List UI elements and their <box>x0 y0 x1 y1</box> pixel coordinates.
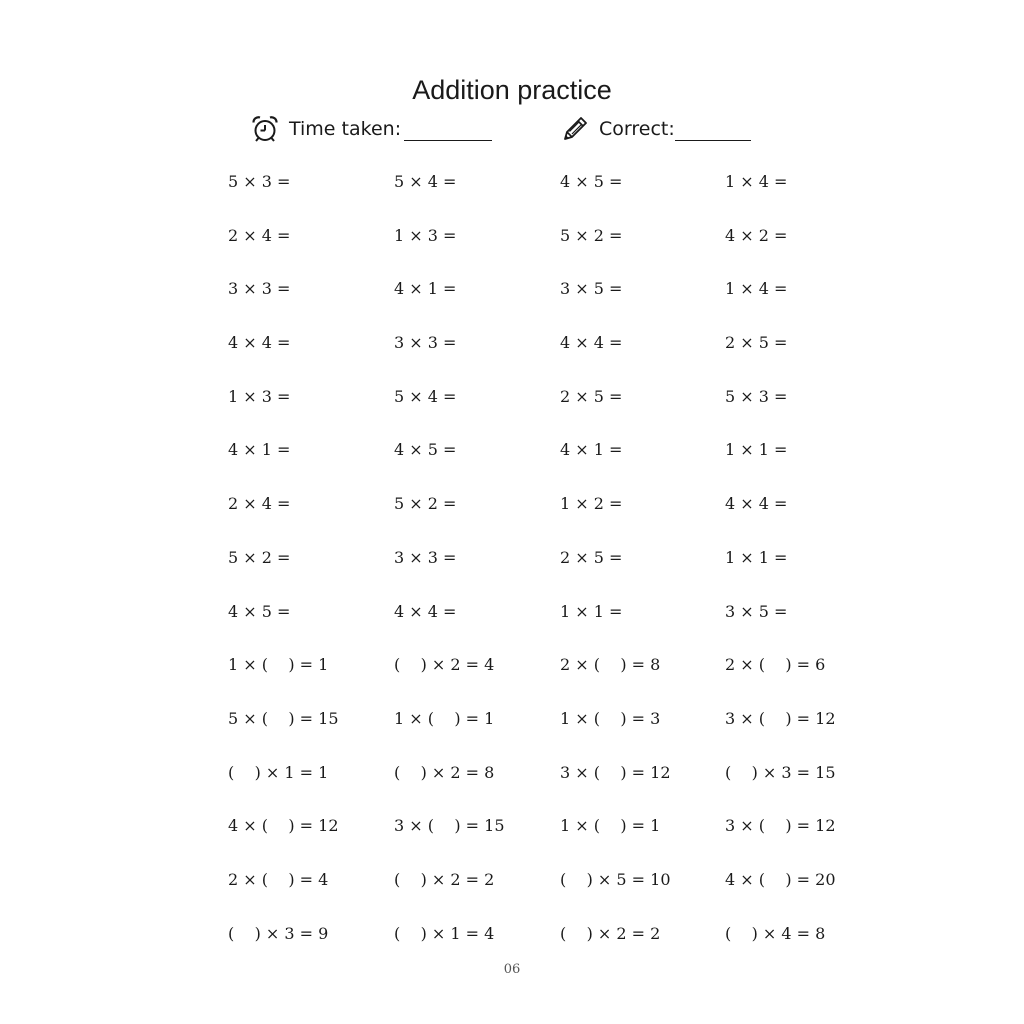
problem: 2 × 4 = <box>228 494 291 514</box>
problem: 4 × 4 = <box>725 494 788 514</box>
problem: 3 × 3 = <box>394 547 457 567</box>
problem: ( ) × 5 = 10 <box>560 869 671 889</box>
problem: 2 × 5 = <box>725 333 788 353</box>
problem: 1 × 1 = <box>560 601 623 621</box>
correct-blank <box>675 118 751 141</box>
problem-row <box>228 594 868 648</box>
problem-row <box>228 432 868 486</box>
problem-row <box>228 647 868 701</box>
problem-row <box>228 164 868 218</box>
time-taken-label: Time taken: <box>289 118 402 140</box>
problem: 1 × 3 = <box>228 386 291 406</box>
problem: 4 × ( ) = 20 <box>725 869 836 889</box>
problem: ( ) × 3 = 15 <box>725 762 836 782</box>
problem: ( ) × 1 = 4 <box>394 923 495 943</box>
page-number: 06 <box>503 962 521 977</box>
problem: 1 × ( ) = 1 <box>228 655 329 675</box>
problem-row <box>228 755 868 809</box>
problem: 4 × 4 = <box>228 333 291 353</box>
problem: 1 × 2 = <box>560 494 623 514</box>
page-title: Addition practice <box>412 75 612 105</box>
time-taken-blank <box>404 118 492 141</box>
problem: ( ) × 2 = 8 <box>394 762 495 782</box>
problem: 1 × 4 = <box>725 279 788 299</box>
problem: 1 × 3 = <box>394 225 457 245</box>
problem: ( ) × 3 = 9 <box>228 923 329 943</box>
problem: 2 × ( ) = 8 <box>560 655 661 675</box>
problem: 5 × 4 = <box>394 386 457 406</box>
problem: 4 × 2 = <box>725 225 788 245</box>
problem: 5 × 2 = <box>228 547 291 567</box>
problem: 4 × 5 = <box>394 440 457 460</box>
problem-row <box>228 271 868 325</box>
problem: 5 × 3 = <box>725 386 788 406</box>
problem: 4 × 1 = <box>560 440 623 460</box>
problem-row <box>228 540 868 594</box>
problem-grid <box>228 164 868 969</box>
problem: 3 × 5 = <box>560 279 623 299</box>
pencil-icon <box>560 114 590 144</box>
problem: 4 × 5 = <box>228 601 291 621</box>
problem: 2 × 5 = <box>560 547 623 567</box>
problem: 5 × 2 = <box>394 494 457 514</box>
problem: 3 × 5 = <box>725 601 788 621</box>
problem: 1 × ( ) = 1 <box>560 816 661 836</box>
problem: 3 × ( ) = 15 <box>394 816 505 836</box>
problem: ( ) × 2 = 4 <box>394 655 495 675</box>
problem: 1 × 1 = <box>725 547 788 567</box>
problem: 5 × ( ) = 15 <box>228 708 339 728</box>
problem: ( ) × 4 = 8 <box>725 923 826 943</box>
problem: 1 × 1 = <box>725 440 788 460</box>
problem-row <box>228 862 868 916</box>
problem: 4 × 4 = <box>560 333 623 353</box>
problem: 1 × ( ) = 3 <box>560 708 661 728</box>
problem: 3 × ( ) = 12 <box>725 708 836 728</box>
correct-field <box>560 112 751 146</box>
problem: ( ) × 1 = 1 <box>228 762 329 782</box>
problem: 3 × ( ) = 12 <box>560 762 671 782</box>
problem: ( ) × 2 = 2 <box>560 923 661 943</box>
problem-row <box>228 701 868 755</box>
problem: 2 × ( ) = 6 <box>725 655 826 675</box>
problem: 2 × ( ) = 4 <box>228 869 329 889</box>
problem: 4 × 1 = <box>394 279 457 299</box>
problem: ( ) × 2 = 2 <box>394 869 495 889</box>
problem-row <box>228 218 868 272</box>
problem: 5 × 4 = <box>394 172 457 191</box>
problem: 4 × 4 = <box>394 601 457 621</box>
problem: 5 × 3 = <box>228 172 291 191</box>
time-taken-field <box>250 112 492 146</box>
problem: 3 × 3 = <box>394 333 457 353</box>
problem-row <box>228 808 868 862</box>
problem: 4 × ( ) = 12 <box>228 816 339 836</box>
problem: 1 × ( ) = 1 <box>394 708 495 728</box>
problem-row <box>228 379 868 433</box>
problem: 1 × 4 = <box>725 172 788 191</box>
alarm-clock-icon <box>250 114 280 144</box>
problem-row <box>228 486 868 540</box>
problem-row <box>228 325 868 379</box>
problem: 4 × 1 = <box>228 440 291 460</box>
correct-label: Correct: <box>599 118 675 140</box>
problem: 4 × 5 = <box>560 172 623 191</box>
problem: 3 × ( ) = 12 <box>725 816 836 836</box>
problem: 5 × 2 = <box>560 225 623 245</box>
problem: 2 × 5 = <box>560 386 623 406</box>
problem: 2 × 4 = <box>228 225 291 245</box>
problem: 3 × 3 = <box>228 279 291 299</box>
